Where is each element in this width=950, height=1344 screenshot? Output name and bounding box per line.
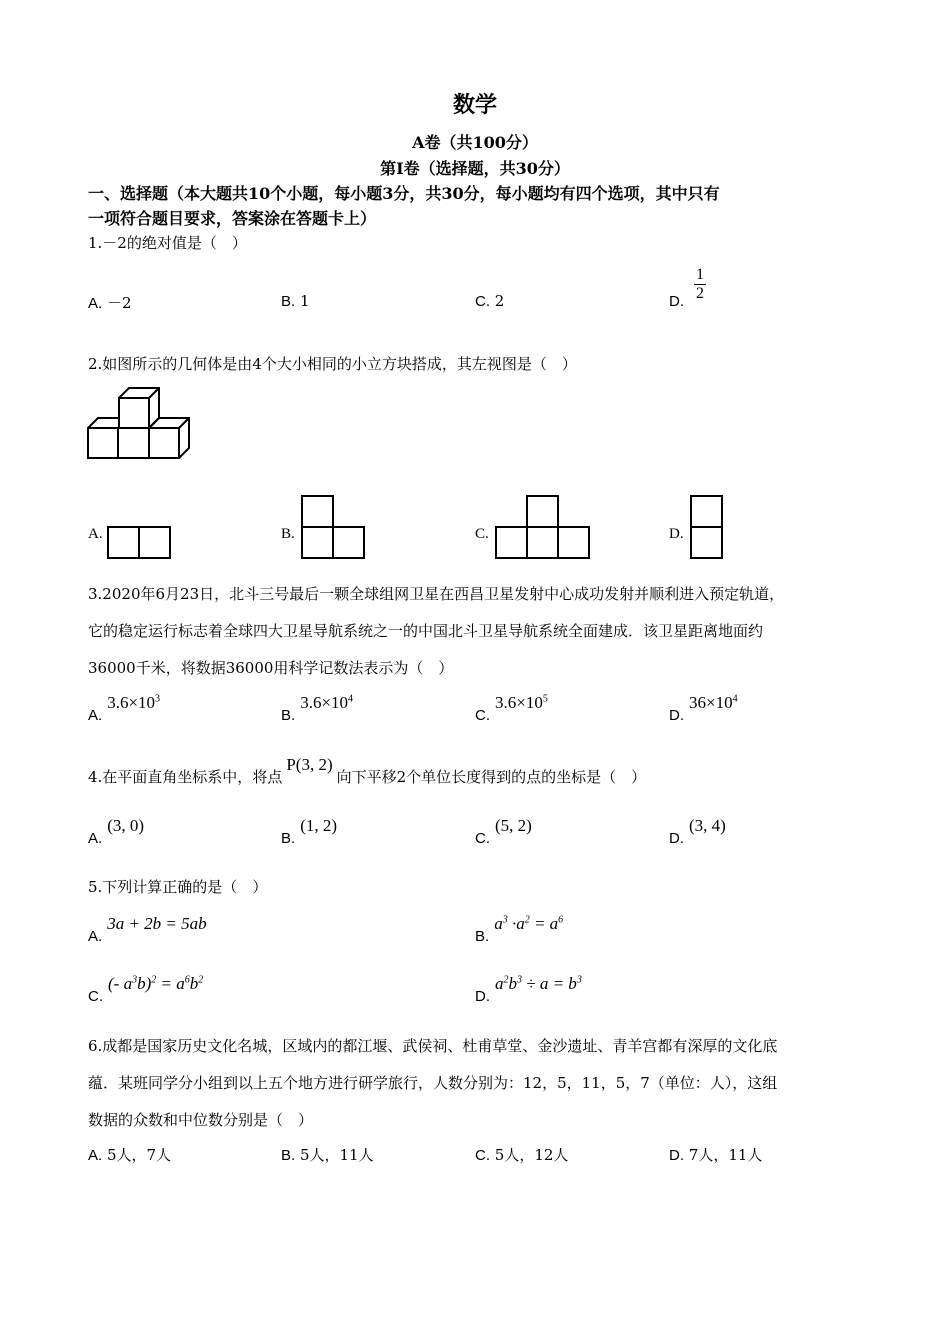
geometry-solid-figure (86, 386, 198, 462)
expr-exponent: 2 (524, 914, 530, 926)
q1-option-a[interactable] (88, 292, 132, 313)
option-value (495, 974, 582, 993)
question-5-stem: 5.下列计算正确的是（ ） (88, 878, 268, 896)
sci-base: 36×10 (689, 693, 733, 712)
option-value: (3, 0) (107, 816, 145, 835)
question-6-stem-line-1: 6.成都是国家历史文化名城，区域内的都江堰、武侯祠、杜甫草堂、金沙遗址、青羊宫都有深厚的文化底 (88, 1037, 778, 1055)
expr-part: ·a (507, 914, 525, 933)
option-value: 5人，12人 (494, 1146, 569, 1164)
option-value (108, 974, 203, 993)
option-value (494, 914, 563, 933)
option-label: D. (669, 526, 684, 542)
expr-exponent: 6 (558, 914, 564, 926)
option-value: －2 (106, 294, 132, 312)
option-label: B. (475, 928, 490, 945)
option-label: C. (88, 988, 103, 1005)
instructions-line-2: 一项符合题目要求，答案涂在答题卡上） (88, 209, 377, 228)
option-value: (1, 2) (300, 816, 338, 835)
option-label: B. (281, 526, 295, 542)
question-4-stem (88, 755, 647, 787)
sci-exponent: 4 (348, 693, 354, 705)
expr-part: ÷ a = b (522, 974, 577, 993)
option-label: B. (281, 707, 296, 724)
option-label: C. (475, 526, 489, 542)
option-label: A. (88, 830, 103, 847)
q4-option-c[interactable] (475, 816, 532, 848)
q4-option-a[interactable] (88, 816, 145, 848)
expr-exponent: 3 (132, 974, 138, 986)
expr-part: = a (156, 974, 185, 993)
fraction-numerator: 1 (696, 266, 704, 283)
sci-base: 3.6×10 (495, 693, 543, 712)
option-label: D. (475, 988, 490, 1005)
option-label: A. (88, 295, 103, 312)
option-label: D. (669, 293, 684, 310)
q2-option-b-view[interactable] (301, 495, 365, 560)
option-label: D. (669, 1147, 684, 1164)
option-value: 7人，11人 (688, 1146, 763, 1164)
option-label: A. (88, 928, 103, 945)
expr-exponent: 2 (198, 974, 204, 986)
expr-exponent: 6 (184, 974, 190, 986)
question-3-stem-line-3: 36000千米，将数据36000用科学记数法表示为（ ） (88, 659, 454, 677)
expr-exponent: 2 (151, 974, 157, 986)
paper-part-a-heading: A卷（共100分） (412, 133, 538, 152)
question-6-stem-line-2: 蕴．某班同学分小组到以上五个地方进行研学旅行，人数分别为：12，5，11，5，7（单位：人），这组 (88, 1074, 778, 1092)
option-label: C. (475, 707, 490, 724)
q4-option-b[interactable] (281, 816, 338, 848)
expr-part: a (495, 974, 504, 993)
option-label: D. (669, 707, 684, 724)
expr-exponent: 2 (503, 974, 509, 986)
option-label: B. (281, 293, 296, 310)
sci-exponent: 5 (542, 693, 548, 705)
expr-part: b) (137, 974, 152, 993)
question-6-stem-line-3: 数据的众数和中位数分别是（ ） (88, 1111, 314, 1129)
sci-base: 3.6×10 (300, 693, 349, 712)
page-title: 数学 (452, 92, 497, 118)
question-3-stem-line-1: 3.2020年6月23日，北斗三号最后一颗全球组网卫星在西昌卫星发射中心成功发射并顺利进入预定轨道， (88, 585, 785, 603)
q1-option-b[interactable] (281, 292, 310, 310)
section-one-heading: 第Ⅰ卷（选择题，共30分） (380, 159, 570, 178)
expr-exponent: 3 (517, 974, 522, 986)
option-value (495, 693, 548, 712)
option-label: A. (88, 1147, 103, 1164)
expr-part: a (494, 914, 503, 933)
q2-option-c-view[interactable] (495, 495, 590, 560)
question-3-stem-line-2: 它的稳定运行标志着全球四大卫星导航系统之一的中国北斗卫星导航系统全面建成．该卫星距离地面约 (88, 622, 764, 640)
option-label: B. (281, 1147, 296, 1164)
expr-part: (- a (108, 974, 133, 993)
option-label: D. (669, 830, 684, 847)
q6-option-c[interactable] (475, 1144, 568, 1165)
expr-part: b (508, 974, 517, 993)
option-value: 5人，11人 (299, 1146, 374, 1164)
fraction-denominator: 2 (696, 285, 704, 302)
q2-option-a[interactable] (88, 524, 103, 543)
q6-option-b[interactable] (281, 1144, 374, 1165)
q2-option-a-view[interactable] (107, 526, 171, 560)
option-value (107, 693, 160, 712)
q2-option-d[interactable] (669, 524, 684, 543)
expr-exponent: 3 (576, 974, 582, 986)
q6-option-d[interactable] (669, 1144, 762, 1165)
option-label: A. (88, 707, 103, 724)
q4-option-d[interactable] (669, 816, 726, 848)
instructions-line-1: 一、选择题（本大题共10个小题，每小题3分，共30分，每小题均有四个选项，其中只有 (88, 184, 720, 203)
option-value: 2 (494, 292, 505, 310)
q5-option-c[interactable] (88, 974, 204, 1006)
option-label: C. (475, 1147, 490, 1164)
q5-option-b[interactable] (475, 914, 564, 946)
q2-option-c[interactable] (475, 524, 489, 543)
point-p: P(3, 2) (286, 755, 333, 774)
option-value (300, 693, 353, 712)
option-label: A. (88, 526, 103, 542)
option-value: (5, 2) (495, 816, 532, 835)
option-value (689, 693, 738, 712)
expr-exponent: 3 (502, 914, 508, 926)
expr-part: b (189, 974, 199, 993)
q2-option-b[interactable] (281, 524, 295, 543)
q1-option-d-fraction (694, 266, 706, 303)
expr-part: = a (529, 914, 559, 933)
option-value: 1 (299, 292, 310, 310)
stem-text: 4.在平面直角坐标系中，将点 (88, 768, 283, 786)
question-1-stem: 1.－2的绝对值是（ ） (88, 234, 247, 252)
option-label: B. (281, 830, 296, 847)
q5-option-a[interactable] (88, 914, 207, 946)
q1-option-c[interactable] (475, 292, 504, 310)
sci-exponent: 3 (155, 693, 161, 705)
question-2-stem: 2.如图所示的几何体是由4个大小相同的小立方块搭成，其左视图是（ ） (88, 355, 577, 373)
option-label: C. (475, 830, 490, 847)
option-label: C. (475, 293, 490, 310)
option-value: (3, 4) (689, 816, 726, 835)
stem-text: 向下平移2个单位长度得到的点的坐标是（ ） (336, 768, 647, 786)
option-value: 3a + 2b = 5ab (107, 914, 207, 933)
q2-option-d-view[interactable] (690, 495, 724, 560)
q5-option-d[interactable] (475, 974, 582, 1006)
q6-option-a[interactable] (88, 1144, 171, 1165)
option-value: 5人，7人 (106, 1146, 172, 1164)
q1-option-d[interactable] (669, 292, 684, 310)
sci-exponent: 4 (732, 693, 738, 705)
sci-base: 3.6×10 (107, 693, 156, 712)
